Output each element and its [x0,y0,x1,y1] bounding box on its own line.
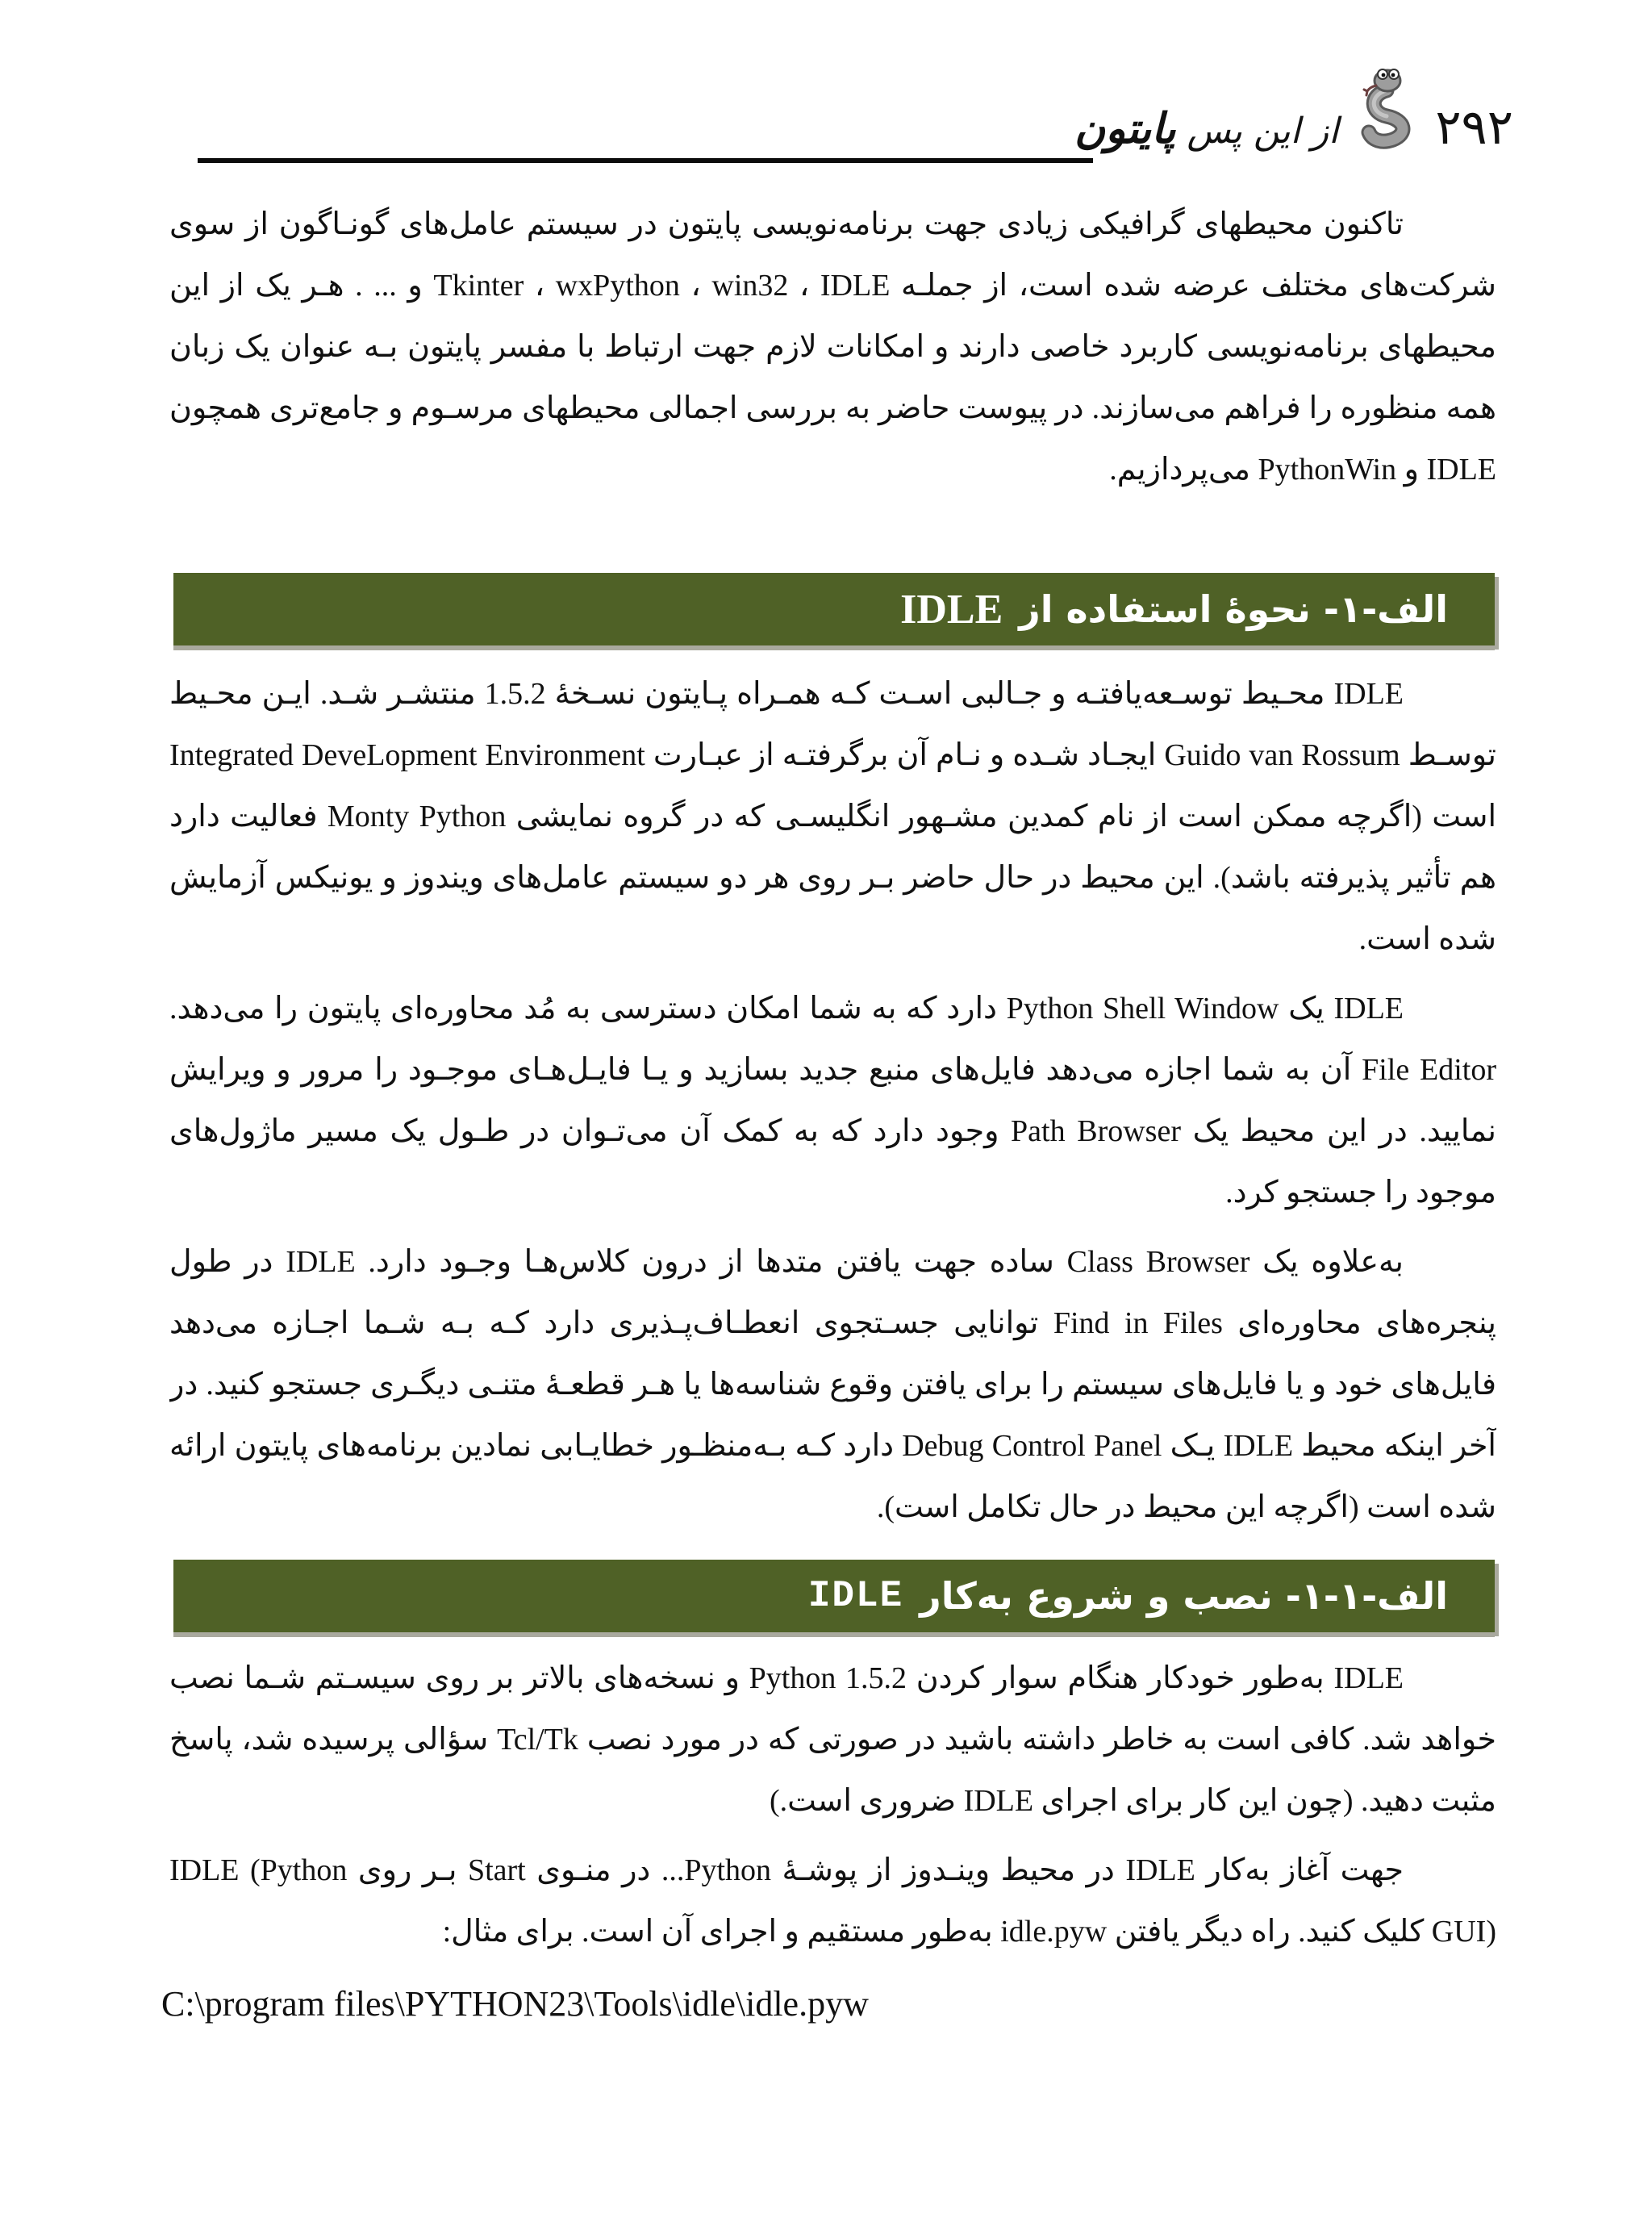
header-rule [198,158,1093,163]
book-title [1074,105,1339,157]
intro-block [169,194,1496,573]
body-paragraph: IDLE محـیط توسـعه‌یافتـه و جـالبی اسـت کـه همـراه پـایتون نسـخۀ 1.5.2 منتشـر شـد. ایـن محـیط توسـط Guido van Rossum ایجـاد شـده و نـام آن برگرفتـه از عبـارت Integrated DeveLopment Environment است (اگرچه ممکن است از نام کمدین مشـهور انگلیسـی که در گروه نمایشی Monty Python فعالیت دارد هم تأثیر پذیرفته باشد). این محیط در حال حاضر بـر روی هر دو سیستم عامل‌های ویندوز و یونیکس آزمایش شده است. [169,677,1496,956]
book-title-prefix: از این پس [1187,111,1339,152]
snake-logo-icon [1356,66,1417,157]
section-1-heading-code: IDLE [900,586,1003,633]
body-paragraph: جهت آغاز به‌کار IDLE در محیط وینـدوز از پوشـۀ Python... در منـوی Start بـر روی IDLE (Python GUI) کلیک کنید. راه دیگر یافتن idle.pyw به‌طور مستقیم و اجرای آن است. برای مثال: [169,1853,1496,1949]
intro-paragraph: تاکنون محیطهای گرافیکی زیادی جهت برنامه‌نویسی پایتون در سیستم عامل‌های گونـاگون از سوی شرکت‌های مختلف عرضه شده است، از جملـه Tkinter ، wxPython ، win32 ، IDLE و ... . هـر یک از این محیطهای برنامه‌نویسی کاربرد خاصی دارند و امکانات لازم جهت ارتباط با مفسر پایتون بـه عنوان یک زبان همه منظوره را فراهم می‌سازند. در پیوست حاضر به بررسی اجمالی محیطهای مرسـوم و جامع‌تری همچون IDLE و PythonWin می‌پردازیم. [169,207,1496,487]
section-heading-bar-1 [173,573,1495,645]
body-paragraph: به‌علاوه یک Class Browser ساده جهت یافتن متدها از درون کلاس‌هـا وجـود دارد. IDLE در طول پنجره‌های محاوره‌ای Find in Files توانایی جسـتجوی انعطـاف‌پـذیری دارد کـه بـه شـما اجـازه می‌دهد فایل‌های خود و یا فایل‌های سیستم را برای یافتن وقوع شناسه‌ها یا هـر قطعـۀ متنـی دیگـری جستجو کنید. در آخر اینکه محیط IDLE یـک Debug Control Panel دارد کـه بـه‌منظـور خطایـابی نمادین برنامه‌های پایتون ارائه شده است (اگرچه این محیط در حال تکامل است). [169,1245,1496,1524]
code-line: C:\program files\PYTHON23\Tools\idle\idle.pyw [161,1984,869,2024]
section-2-body [169,1648,1496,1978]
body-paragraph: IDLE به‌طور خودکار هنگام سوار کردن Python 1.5.2 و نسخه‌های بالاتر بر روی سیسـتم شـما نصب خواهد شد. کافی است به خاطر داشته باشید در صورتی که در مورد نصب Tcl/Tk سؤالی پرسیده شد، پاسخ مثبت دهید. (چون این کار برای اجرای IDLE ضروری است.) [169,1661,1496,1818]
section-1-body [169,663,1496,1555]
section-1-heading-label: الف-۱- نحوۀ استفاده از [1019,587,1448,631]
body-paragraph: IDLE یک Python Shell Window دارد که به شما امکان دسترسی به مُد محاوره‌ای پایتون را می‌دهد. File Editor آن به شما اجازه می‌دهد فایل‌های منبع جدید بسازید و یـا فایـل‌هـای موجـود را مرور و ویرایش نمایید. در این محیط یک Path Browser وجود دارد که به کمک آن می‌تـوان در طـول یک مسیر ماژول‌های موجود را جستجو کرد. [169,992,1496,1209]
section-2-heading-code: IDLE [807,1575,904,1617]
page-number: ۲۹۲ [1435,99,1513,156]
section-2-heading-label: الف-۱-۱- نصب و شروع به‌کار [920,1574,1448,1618]
book-title-emphasis: پایتون [1074,105,1176,153]
section-heading-bar-2 [173,1560,1495,1632]
